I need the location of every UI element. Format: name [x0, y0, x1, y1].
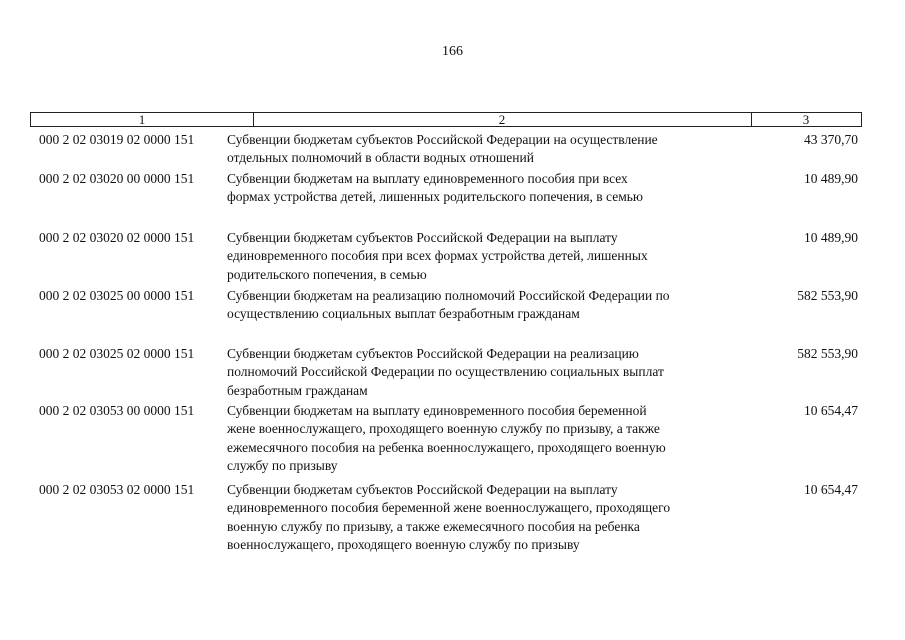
row-description [227, 481, 727, 555]
description-line: родительского попечения, в семью [227, 266, 427, 282]
description-line: Субвенции бюджетам субъектов Российской Федерации на осуществление [227, 132, 658, 147]
budget-code: 000 2 02 03053 02 0000 151 [39, 482, 195, 497]
description-line: Субвенции бюджетам субъектов Российской Федерации на выплату [227, 230, 618, 245]
description-line: единовременного пособия беременной жене военнослужащего, проходящего [227, 500, 671, 516]
description-line: формах устройства детей, лишенных родительского попечения, в семью [227, 189, 643, 205]
row-description [227, 131, 727, 168]
table-header [30, 112, 862, 127]
description-line: военную службу по призыву, а также ежемесячного пособия на ребенка [227, 518, 640, 534]
description-line: полномочий Российской Федерации по осуществлению социальных выплат [227, 364, 664, 380]
amount: 582 553,90 [797, 346, 858, 361]
budget-code: 000 2 02 03025 00 0000 151 [39, 288, 195, 303]
budget-code: 000 2 02 03020 00 0000 151 [39, 171, 195, 186]
header-col-3: 3 [802, 112, 810, 127]
row-description [227, 170, 727, 207]
amount: 582 553,90 [797, 288, 858, 303]
amount: 10 489,90 [804, 171, 858, 186]
amount: 43 370,70 [804, 132, 858, 147]
description-line: отдельных полномочий в области водных отношений [227, 150, 534, 166]
description-line: Субвенции бюджетам субъектов Российской Федерации на выплату [227, 482, 618, 497]
description-line: Субвенции бюджетам на выплату единовременного пособия беременной [227, 403, 647, 418]
row-description [227, 287, 727, 324]
description-line: службу по призыву [227, 458, 338, 474]
description-line: единовременного пособия при всех формах устройства детей, лишенных [227, 248, 648, 264]
row-description [227, 229, 727, 284]
budget-code: 000 2 02 03019 02 0000 151 [39, 132, 195, 147]
description-line: военнослужащего, проходящего военную службу по призыву [227, 537, 580, 553]
amount: 10 489,90 [804, 230, 858, 245]
row-description [227, 402, 727, 476]
row-description [227, 345, 727, 400]
description-line: жене военнослужащего, проходящего военную службу по призыву, а также [227, 421, 660, 437]
description-line: ежемесячного пособия на ребенка военнослужащего, проходящего военную [227, 439, 666, 455]
budget-code: 000 2 02 03053 00 0000 151 [39, 403, 195, 418]
description-line: осуществлению социальных выплат безработным гражданам [227, 306, 580, 322]
page-number: 166 [442, 44, 463, 59]
header-col-1: 1 [31, 113, 254, 126]
amount: 10 654,47 [804, 403, 858, 418]
description-line: Субвенции бюджетам на реализацию полномочий Российской Федерации по [227, 288, 670, 303]
budget-code: 000 2 02 03025 02 0000 151 [39, 346, 195, 361]
description-line: Субвенции бюджетам субъектов Российской Федерации на реализацию [227, 346, 639, 361]
description-line: Субвенции бюджетам на выплату единовременного пособия при всех [227, 171, 628, 186]
amount: 10 654,47 [804, 482, 858, 497]
budget-code: 000 2 02 03020 02 0000 151 [39, 230, 195, 245]
description-line: безработным гражданам [227, 382, 368, 398]
header-col-2: 2 [253, 113, 752, 126]
